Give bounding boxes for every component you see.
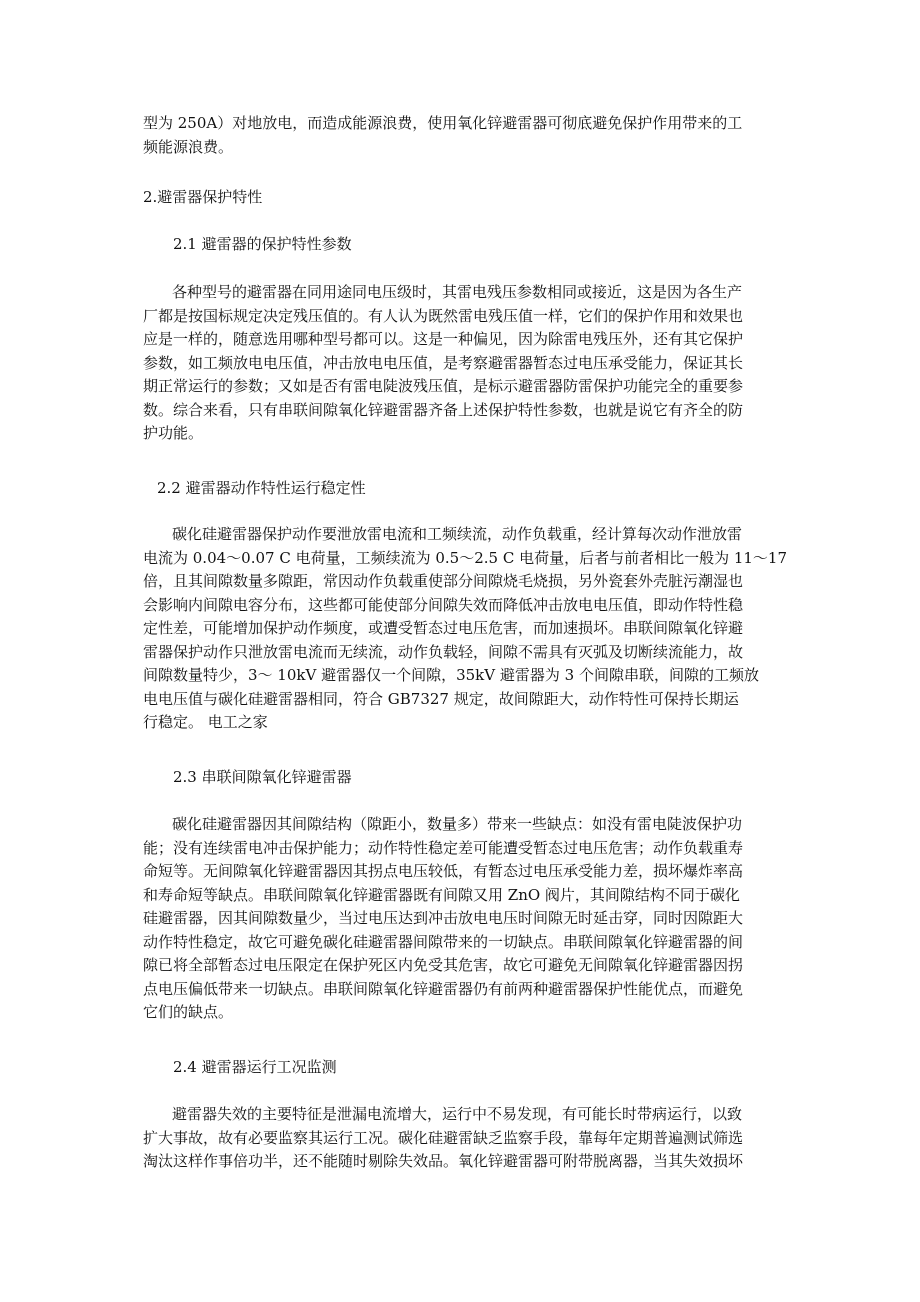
text-line: 应是一样的，随意选用哪种型号都可以。这是一种偏见，因为除雷电残压外，还有其它保护	[143, 330, 744, 348]
text-line: 避雷器失效的主要特征是泄漏电流增大，运行中不易发现，有可能长时带病运行，以致	[172, 1105, 743, 1123]
text-line: 命短等。无间隙氧化锌避雷器因其拐点电压较低，有暂态过电压承受能力差，损坏爆炸率高	[143, 862, 744, 880]
text-line: 淘汰这样作事倍功半，还不能随时剔除失效品。氧化锌避雷器可附带脱离器，当其失效损坏	[143, 1152, 744, 1170]
text-line: 点电压偏低带来一切缺点。串联间隙氧化锌避雷器仍有前两种避雷器保护性能优点，而避免	[143, 979, 744, 998]
subsection-heading: 2.3 串联间隙氧化锌避雷器	[173, 768, 352, 786]
subsection-heading: 2.2 避雷器动作特性运行稳定性	[157, 479, 366, 497]
paragraph	[0, 281, 743, 446]
text-line: 碳化硅避雷器因其间隙结构（隙距小，数量多）带来一些缺点：如没有雷电陡波保护功	[172, 815, 743, 833]
text-line: 和寿命短等缺点。串联间隙氧化锌避雷器既有间隙又用 ZnO 阀片，其间隙结构不同于碳化	[143, 885, 740, 904]
text-line: 电流为 0.04～0.07 C 电荷量，工频续流为 0.5～2.5 C 电荷量，后者与前者相比一般为 11～17	[143, 548, 788, 567]
subsection-heading: 2.4 避雷器运行工况监测	[173, 1058, 337, 1076]
paragraph	[0, 523, 787, 735]
text-line: 倍，且其间隙数量多隙距，常因动作负载重使部分间隙烧毛烧损，另外瓷套外壳脏污潮湿也	[143, 572, 744, 590]
paragraph	[0, 1103, 743, 1174]
subsection-heading: 2.1 避雷器的保护特性参数	[173, 235, 352, 253]
text-line: 它们的缺点。	[143, 1003, 234, 1021]
section-heading: 2.避雷器保护特性	[143, 188, 263, 206]
text-line: 数。综合来看，只有串联间隙氧化锌避雷器齐备上述保护特性参数，也就是说它有齐全的防	[143, 400, 744, 419]
text-line: 能；没有连续雷电冲击保护能力；动作特性稳定差可能遭受暂态过电压危害；动作负载重寿	[143, 838, 744, 857]
paragraph-intro-continued	[0, 112, 742, 159]
text-line: 护功能。	[143, 424, 204, 442]
text-line: 会影响内间隙电容分布，这些都可能使部分间隙失效而降低冲击放电电压值，即动作特性稳	[143, 595, 744, 614]
text-line: 型为 250A）对地放电，而造成能源浪费，使用氧化锌避雷器可彻底避免保护作用带来的工	[143, 114, 743, 132]
text-line: 各种型号的避雷器在同用途同电压级时，其雷电残压参数相同或接近，这是因为各生产	[172, 283, 743, 301]
text-line: 定性差，可能增加保护动作频度，或遭受暂态过电压危害，而加速损坏。串联间隙氧化锌避	[143, 619, 744, 637]
text-line: 参数，如工频放电电压值，冲击放电电压值，是考察避雷器暂态过电压承受能力，保证其长	[143, 353, 744, 372]
paragraph	[0, 813, 743, 1025]
text-line: 期正常运行的参数；又如是否有雷电陡波残压值，是标示避雷器防雷保护功能完全的重要参	[143, 377, 744, 395]
text-line: 硅避雷器，因其间隙数量少，当过电压达到冲击放电电压时间隙无时延击穿，同时因隙距大	[143, 909, 744, 927]
text-line: 隙已将全部暂态过电压限定在保护死区内免受其危害，故它可避免无间隙氧化锌避雷器因拐	[143, 956, 744, 974]
text-line: 动作特性稳定，故它可避免碳化硅避雷器间隙带来的一切缺点。串联间隙氧化锌避雷器的间	[143, 932, 744, 951]
text-line: 间隙数量特少，3～ 10kV 避雷器仅一个间隙，35kV 避雷器为 3 个间隙串联，间隙的工频放	[143, 666, 759, 684]
text-line: 行稳定。 电工之家	[143, 713, 268, 731]
text-line: 碳化硅避雷器保护动作要泄放雷电流和工频续流，动作负载重，经计算每次动作泄放雷	[172, 525, 743, 543]
text-line: 频能源浪费。	[143, 137, 234, 156]
text-line: 厂都是按国标规定决定残压值的。有人认为既然雷电残压值一样，它们的保护作用和效果也	[143, 306, 744, 325]
text-line: 电电压值与碳化硅避雷器相同，符合 GB7327 规定，故间隙距大，动作特性可保持长期运	[143, 689, 739, 708]
text-line: 雷器保护动作只泄放雷电流而无续流，动作负载轻，间隙不需具有灭弧及切断续流能力，故	[143, 642, 744, 661]
text-line: 扩大事故，故有必要监察其运行工况。碳化硅避雷缺乏监察手段，靠每年定期普遍测试筛选	[143, 1128, 744, 1147]
